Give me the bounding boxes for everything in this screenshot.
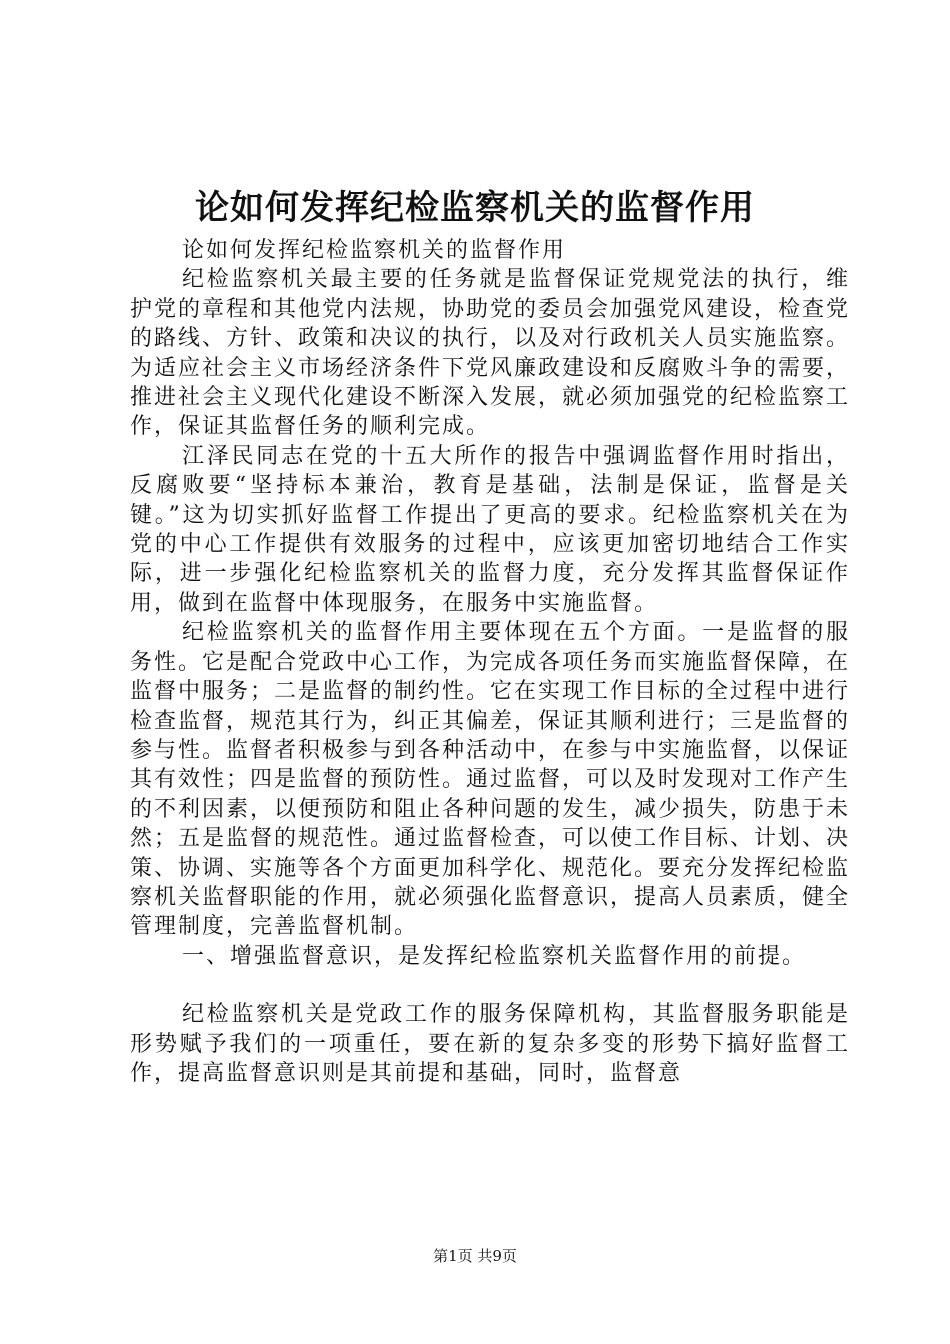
section-heading: 一、增强监督意识，是发挥纪检监察机关监督作用的前提。 [182,943,807,969]
paragraph: 纪检监察机关的监督作用主要体现在五个方面。一是监督的服务性。它是配合党政中心工作，为完成各项任务而实施监督保障，在监督中服务；二是监督的制约性。它在实现工作目标的全过程中进行检查监督，规范其行为，纠正其偏差，保证其顺利进行；三是监督的参与性。监督者积极参与到各种活动中，在参与中实施监督，以保证其有效性；四是监督的预防性。通过监督，可以及时发现对工作产生的不利因素，以便预防和阻止各种问题的发生，减少损失，防患于未然；五是监督的规范性。通过监督检查，可以使工作目标、计划、决策、协调、实施等各个方面更加科学化、规范化。要充分发挥纪检监察机关监督职能的作用，就必须强化监督意识，提高人员素质，健全管理制度，完善监督机制。 [130,620,851,940]
document-body [130,236,850,1088]
paragraph: 纪检监察机关最主要的任务就是监督保证党规党法的执行，维护党的章程和其他党内法规，协助党的委员会加强党风建设，检查党的路线、方针、政策和决议的执行，以及对行政机关人员实施监察。为适应社会主义市场经济条件下党风廉政建设和反腐败斗争的需要，推进社会主义现代化建设不断深入发展，就必须加强党的纪检监察工作，保证其监督任务的顺利完成。 [130,267,851,440]
paragraph: 江泽民同志在党的十五大所作的报告中强调监督作用时指出，反腐败要“坚持标本兼治，教育是基础，法制是保证，监督是关键。”这为切实抓好监督工作提出了更高的要求。纪检监察机关在为党的中心工作提供有效服务的过程中，应该更加密切地结合工作实际，进一步强化纪检监察机关的监督力度，充分发挥其监督保证作用，做到在监督中体现服务，在服务中实施监督。 [130,443,850,616]
page-footer: 第1页 共9页 [433,1247,517,1265]
document-title: 论如何发挥纪检监察机关的监督作用 [195,188,755,228]
paragraph: 纪检监察机关是党政工作的服务保障机构，其监督服务职能是形势赋予我们的一项重任，要在新的复杂多变的形势下搞好监督工作，提高监督意识则是其前提和基础，同时，监督意 [130,1002,850,1086]
paragraph-heading: 论如何发挥纪检监察机关的监督作用 [182,238,567,263]
